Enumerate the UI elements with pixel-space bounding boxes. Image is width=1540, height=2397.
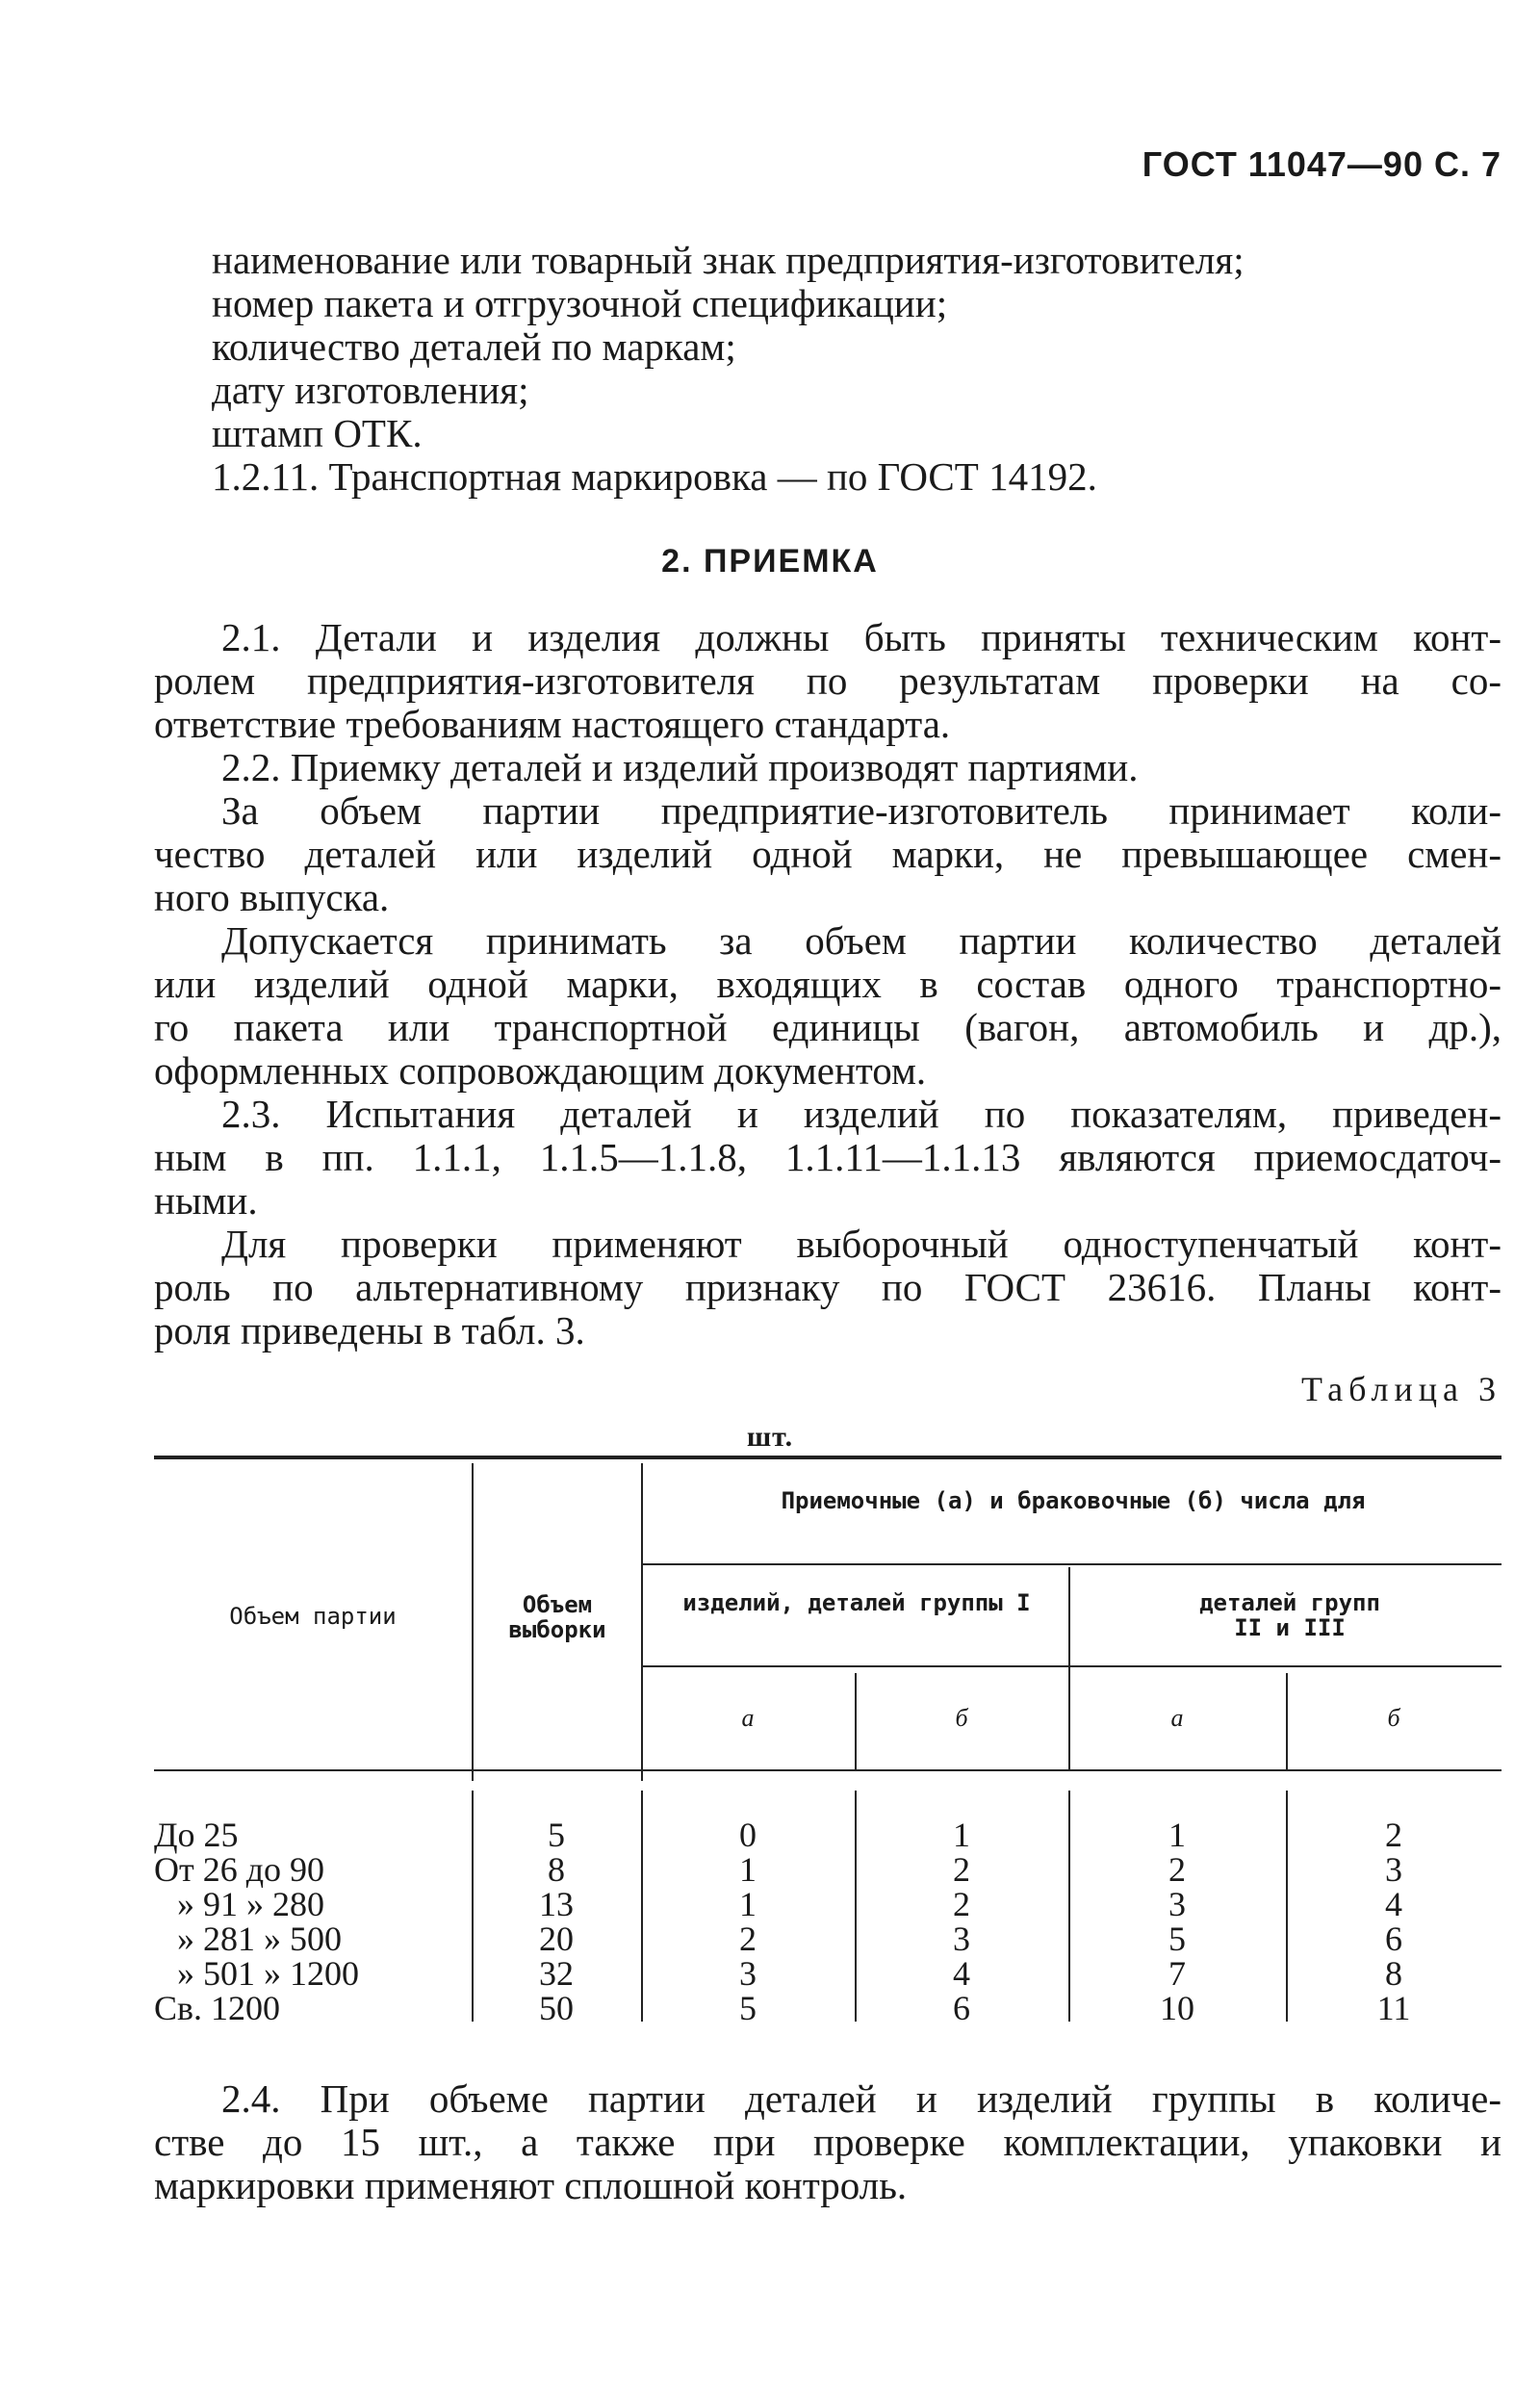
cell-g1-a: 1	[739, 1885, 757, 1923]
cell-sample: 32	[539, 1954, 574, 1993]
cell-g23-a: 5	[1168, 1920, 1186, 1958]
cell-lot: Св. 1200	[154, 1989, 281, 2027]
paragraph-line: За объем партии предприятие-изготовитель принимает коли-	[221, 788, 1502, 833]
cell-g1-a: 1	[739, 1850, 757, 1889]
table-top-rule	[154, 1456, 1502, 1459]
paragraph-line: 2.4. При объеме партии деталей и изделий группы в количе-	[221, 2076, 1502, 2121]
column-divider	[1068, 1567, 1070, 1769]
cell-g23-b: 8	[1385, 1954, 1402, 1993]
intro-line: штамп ОТК.	[212, 411, 423, 455]
cell-g1-b: 3	[953, 1920, 970, 1958]
cell-lot: » 91 » 280	[177, 1885, 324, 1923]
paragraph-line: или изделий одной марки, входящих в состав одного транспортно-	[154, 962, 1502, 1006]
intro-line: 1.2.11. Транспортная маркировка — по ГОСТ 14192.	[212, 454, 1097, 499]
paragraph-line: 2.3. Испытания деталей и изделий по показателям, приведен-	[221, 1092, 1502, 1136]
paragraph-line: маркировки применяют сплошной контроль.	[154, 2163, 908, 2207]
section-2-4-text	[154, 2077, 1502, 2207]
paragraph-line: ными.	[154, 1178, 258, 1223]
cell-g1-b: 2	[953, 1885, 970, 1923]
cell-g23-b: 6	[1385, 1920, 1402, 1958]
cell-g1-b: 2	[953, 1850, 970, 1889]
paragraph-line: Допускается принимать за объем партии количество деталей	[221, 918, 1502, 963]
cell-g23-a: 1	[1168, 1816, 1186, 1854]
header-rule	[641, 1563, 1502, 1565]
intro-line: количество деталей по маркам;	[212, 324, 736, 369]
paragraph-line: чество деталей или изделий одной марки, не превышающее смен-	[154, 832, 1502, 876]
cell-g23-a: 3	[1168, 1885, 1186, 1923]
header-group-2-3: деталей групп II и III	[1199, 1589, 1380, 1641]
intro-list	[212, 239, 1502, 499]
header-col-a: а	[741, 1704, 755, 1732]
cell-lot: » 281 » 500	[177, 1920, 342, 1958]
intro-line: дату изготовления;	[212, 368, 529, 412]
paragraph-line: го пакета или транспортной единицы (вагон, автомобиль и др.),	[154, 1005, 1502, 1049]
cell-g23-b: 3	[1385, 1850, 1402, 1889]
intro-line: наименование или товарный знак предприятия-изготовителя;	[212, 238, 1245, 282]
paragraph-line: ного выпуска.	[154, 875, 390, 919]
intro-line: номер пакета и отгрузочной спецификации;	[212, 281, 948, 325]
header-col-b: б	[1387, 1704, 1400, 1732]
cell-sample: 13	[539, 1885, 574, 1923]
paragraph-line: ответствие требованиям настоящего стандарта.	[154, 702, 951, 746]
cell-g23-b: 11	[1376, 1989, 1411, 2027]
cell-sample: 50	[539, 1989, 574, 2027]
cell-g23-b: 4	[1385, 1885, 1402, 1923]
paragraph-line: оформленных сопровождающим документом.	[154, 1048, 927, 1093]
cell-g1-b: 6	[953, 1989, 970, 2027]
cell-g23-a: 2	[1168, 1850, 1186, 1889]
table-caption: Таблица 3	[1301, 1370, 1502, 1408]
header-col-b: б	[955, 1704, 968, 1732]
section-title: 2. ПРИЕМКА	[661, 543, 879, 580]
paragraph-line: 2.1. Детали и изделия должны быть приняты техническим конт-	[221, 615, 1502, 659]
cell-g1-a: 0	[739, 1816, 757, 1854]
cell-lot: От 26 до 90	[154, 1850, 325, 1889]
header-lot-size: Объем партии	[229, 1603, 397, 1630]
acceptance-table	[154, 1456, 1502, 2052]
acceptance-text	[154, 616, 1502, 1353]
header-acceptance-numbers: Приемочные (а) и браковочные (б) числа для	[781, 1487, 1366, 1514]
cell-g1-a: 3	[739, 1954, 757, 1993]
cell-g1-b: 1	[953, 1816, 970, 1854]
cell-g23-a: 7	[1168, 1954, 1186, 1993]
header-group-1: изделий, деталей группы I	[682, 1589, 1031, 1616]
header-rule	[641, 1665, 1502, 1667]
paragraph-line: 2.2. Приемку деталей и изделий производят партиями.	[221, 745, 1139, 789]
paragraph-line: роль по альтернативному признаку по ГОСТ 23616. Планы конт-	[154, 1265, 1502, 1309]
cell-lot: » 501 » 1200	[177, 1954, 359, 1993]
column-divider	[472, 1463, 474, 1781]
cell-sample: 20	[539, 1920, 574, 1958]
cell-g1-a: 2	[739, 1920, 757, 1958]
cell-sample: 8	[548, 1850, 565, 1889]
paragraph-line: стве до 15 шт., а также при проверке комплектации, упаковки и	[154, 2120, 1502, 2164]
cell-g23-a: 10	[1160, 1989, 1194, 2027]
table-unit: шт.	[746, 1421, 794, 1453]
header-bottom-rule	[154, 1769, 1502, 1771]
header-col-a: а	[1170, 1704, 1184, 1732]
running-header: ГОСТ 11047—90 С. 7	[1142, 144, 1502, 184]
header-sample-size: Объем выборки	[508, 1591, 606, 1643]
paragraph-line: роля приведены в табл. 3.	[154, 1308, 585, 1353]
paragraph-line: ным в пп. 1.1.1, 1.1.5—1.1.8, 1.1.11—1.1.13 являются приемосдаточ-	[154, 1135, 1502, 1179]
cell-sample: 5	[548, 1816, 565, 1854]
cell-g1-b: 4	[953, 1954, 970, 1993]
paragraph-line: ролем предприятия-изготовителя по результатам проверки на со-	[154, 658, 1502, 703]
cell-g1-a: 5	[739, 1989, 757, 2027]
paragraph-line: Для проверки применяют выборочный одноступенчатый конт-	[221, 1222, 1502, 1266]
column-divider	[641, 1463, 643, 1781]
cell-lot: До 25	[154, 1816, 239, 1854]
cell-g23-b: 2	[1385, 1816, 1402, 1854]
